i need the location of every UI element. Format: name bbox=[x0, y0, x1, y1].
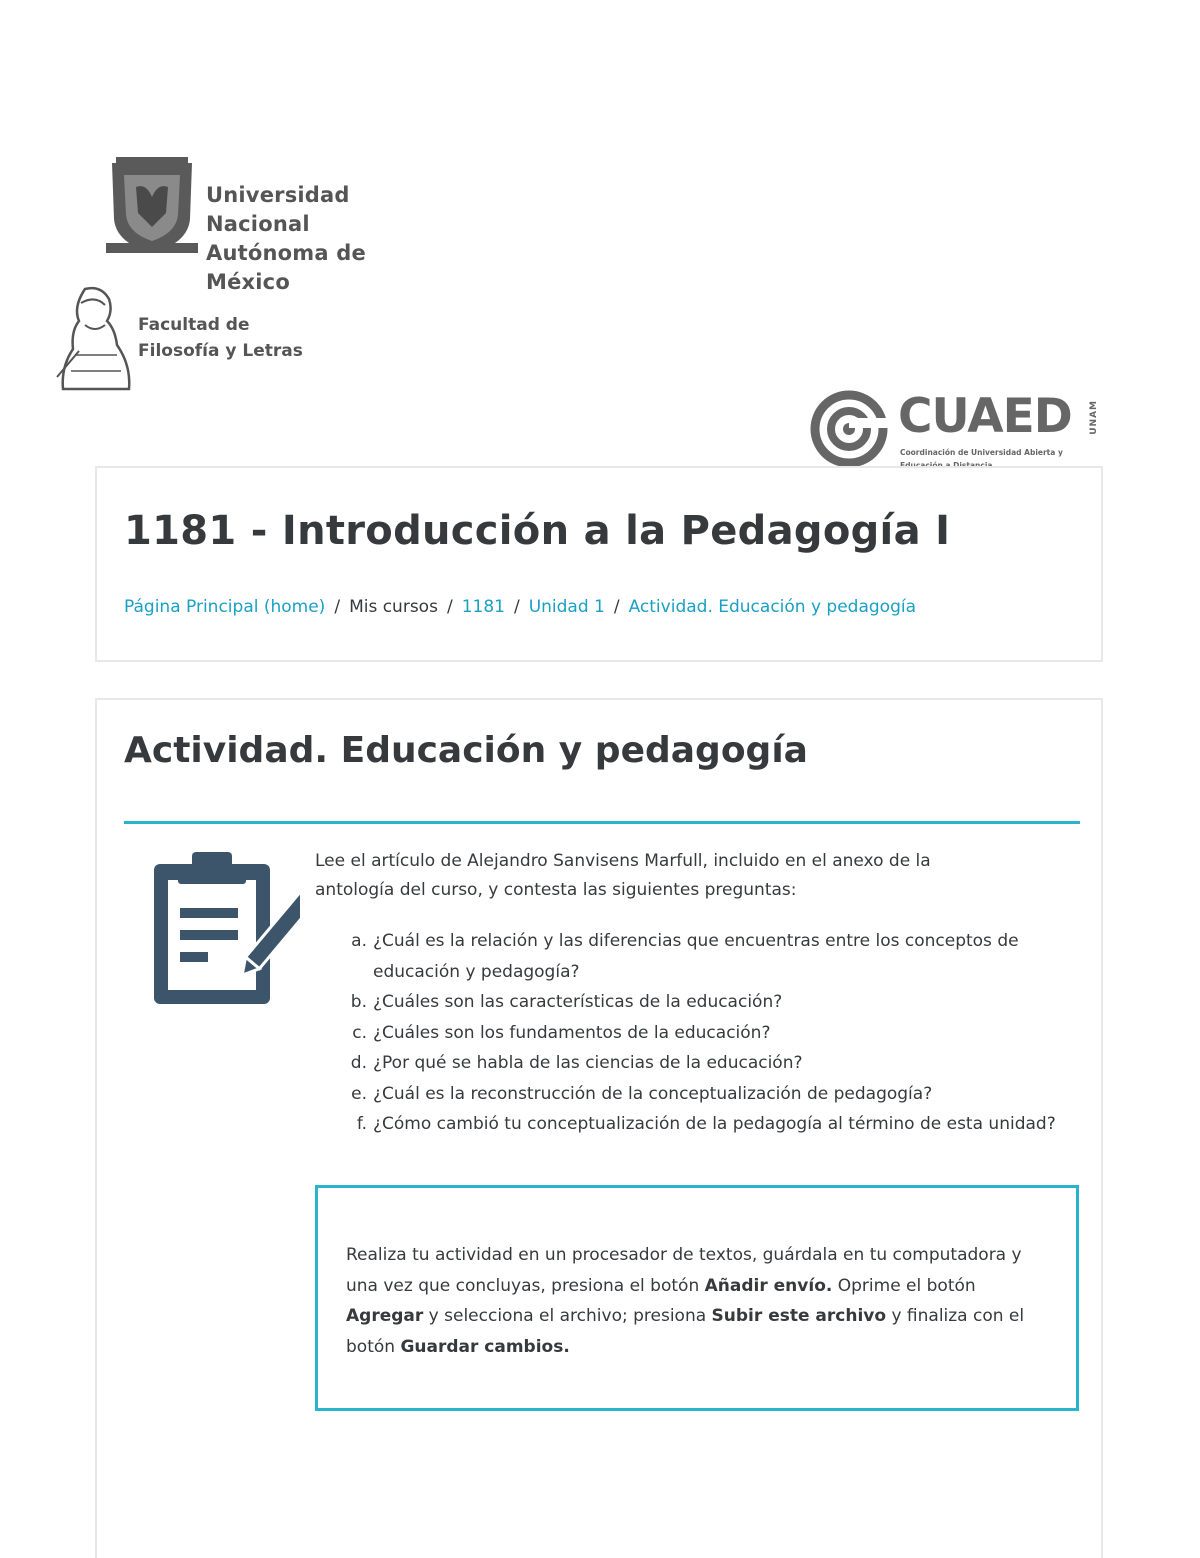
question-text: ¿Cómo cambió tu conceptualización de la pedagogía al término de esta unidad? bbox=[373, 1114, 1056, 1134]
breadcrumb-separator: / bbox=[446, 597, 453, 617]
breadcrumb-course[interactable]: 1181 bbox=[461, 597, 505, 617]
list-item bbox=[315, 1018, 1080, 1049]
question-text: ¿Cuáles son los fundamentos de la educación? bbox=[373, 1022, 771, 1043]
ffyl-name-line1: Facultad de bbox=[138, 315, 250, 335]
activity-intro: Lee el artículo de Alejandro Sanvisens Marfull, incluido en el anexo de la antología del curso, y contesta las siguientes preguntas: bbox=[315, 851, 931, 900]
ffyl-name-line2: Filosofía y Letras bbox=[138, 341, 303, 361]
cuaed-logo bbox=[808, 388, 1118, 470]
list-item bbox=[315, 1079, 1080, 1110]
unam-shield-icon bbox=[106, 157, 198, 257]
question-letter: c. bbox=[352, 1022, 367, 1043]
unam-name-line1: Universidad Nacional bbox=[206, 183, 350, 236]
question-letter: d. bbox=[350, 1053, 367, 1073]
breadcrumb-unit[interactable]: Unidad 1 bbox=[528, 597, 605, 617]
breadcrumb-separator: / bbox=[613, 597, 620, 617]
clipboard-pencil-icon bbox=[150, 850, 300, 1010]
breadcrumb-separator: / bbox=[513, 597, 520, 617]
cuaed-wordmark: CUAED bbox=[898, 389, 1072, 444]
question-text: ¿Cuál es la relación y las diferencias que encuentras entre los conceptos de educación y pedagogía? bbox=[373, 931, 1019, 982]
page-header bbox=[95, 466, 1103, 662]
cuaed-unam-label: UNAM bbox=[1089, 400, 1099, 435]
breadcrumb-home[interactable]: Página Principal (home) bbox=[124, 597, 326, 617]
list-item bbox=[315, 1109, 1080, 1140]
list-item bbox=[315, 926, 1080, 987]
activity-title: Actividad. Educación y pedagogía bbox=[124, 730, 808, 771]
question-letter: e. bbox=[351, 1083, 367, 1104]
list-item bbox=[315, 987, 1080, 1018]
instruction-part: Realiza tu actividad en un procesador de textos, guárdala en tu computadora y una vez que concluyas, presiona el botón bbox=[346, 1245, 1022, 1296]
activity-card bbox=[95, 698, 1103, 1558]
breadcrumb bbox=[124, 597, 916, 617]
instruction-upload: Subir este archivo bbox=[711, 1306, 887, 1326]
breadcrumb-my-courses: Mis cursos bbox=[349, 597, 438, 617]
question-text: ¿Por qué se habla de las ciencias de la educación? bbox=[373, 1053, 803, 1073]
breadcrumb-separator: / bbox=[334, 597, 341, 617]
unam-name-line2: Autónoma de México bbox=[206, 241, 366, 294]
athena-figure-icon bbox=[55, 285, 135, 395]
course-title: 1181 - Introducción a la Pedagogía I bbox=[124, 508, 951, 554]
question-letter: b. bbox=[350, 992, 367, 1012]
breadcrumb-activity[interactable]: Actividad. Educación y pedagogía bbox=[628, 597, 917, 617]
instruction-save: Guardar cambios. bbox=[400, 1336, 570, 1357]
instruction-add-submission: Añadir envío. bbox=[704, 1275, 833, 1296]
question-letter: f. bbox=[356, 1114, 367, 1134]
instruction-part: y finaliza con el botón bbox=[346, 1306, 1025, 1357]
instruction-part: y selecciona el archivo; presiona bbox=[423, 1306, 712, 1326]
cuaed-subtitle: Coordinación de Universidad Abierta y bbox=[900, 448, 1063, 457]
question-text: ¿Cuál es la reconstrucción de la conceptualización de pedagogía? bbox=[373, 1083, 933, 1104]
instruction-part: Oprime el botón bbox=[832, 1275, 976, 1296]
unam-logo bbox=[106, 157, 456, 294]
instruction-box bbox=[315, 1185, 1079, 1411]
question-text: ¿Cuáles son las características de la educación? bbox=[373, 992, 783, 1012]
cuaed-target-icon bbox=[808, 388, 890, 470]
question-letter: a. bbox=[351, 931, 367, 951]
instruction-add: Agregar bbox=[346, 1306, 424, 1326]
question-list bbox=[315, 926, 1080, 1140]
ffyl-logo bbox=[55, 285, 315, 395]
instruction-text bbox=[346, 1240, 1046, 1362]
list-item bbox=[315, 1048, 1080, 1079]
title-divider bbox=[124, 821, 1080, 824]
